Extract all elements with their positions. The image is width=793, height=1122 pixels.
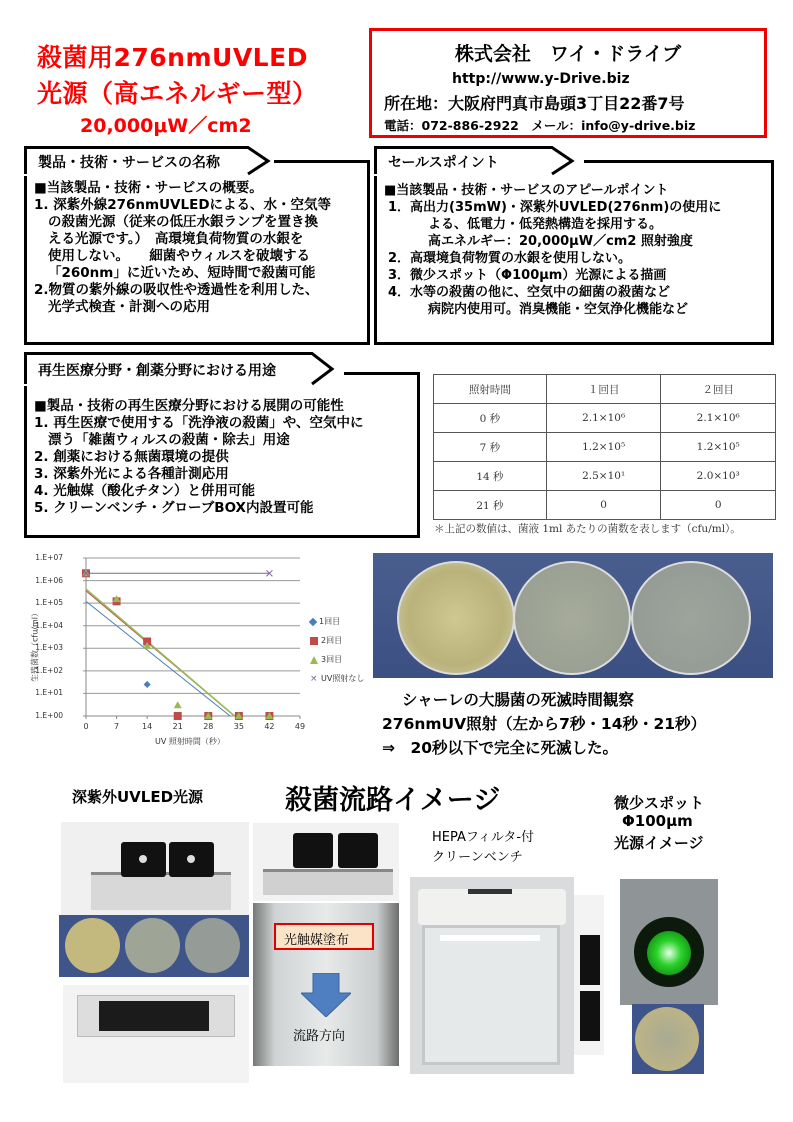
triangle-marker-icon <box>310 656 318 664</box>
chart-x-label: UV 照射時間（秒） <box>155 737 225 746</box>
overview-tab-label: 製品・技術・サービスの名称 <box>38 155 220 171</box>
chart-y-label: 生残菌数（cfu/ml） <box>30 609 40 682</box>
fan-unit-photo <box>574 895 604 1055</box>
flow-module-photo <box>253 823 399 901</box>
spot-label-3: 光源イメージ <box>614 834 704 852</box>
overview-line: ■当該製品・技術・サービスの概要。 <box>34 180 263 196</box>
flow-direction-label: 流路方向 <box>293 1029 346 1044</box>
y-tick-label: 1.E+04 <box>35 620 63 630</box>
table-header-cell: １回目 <box>546 375 661 404</box>
overview-line: 1. 深紫外線276nmUVLEDによる、水・空気等 <box>34 197 332 213</box>
sales-tab-header <box>374 146 584 176</box>
title-line-2: 光源（高エネルギー型） <box>37 79 318 108</box>
company-name: 株式会社 ワイ・ドライブ <box>454 43 682 65</box>
overview-line: 2.物質の紫外線の吸収性や透過性を利用した、 <box>34 282 319 298</box>
y-tick-label: 1.E+05 <box>35 598 63 608</box>
overview-line: 「260nm」に近いため、短時間で殺菌可能 <box>48 265 316 281</box>
dish-caption-1: シャーレの大腸菌の死滅時間観察 <box>402 691 634 709</box>
led-source-label: 深紫外UVLED光源 <box>72 788 204 806</box>
sales-line: 病院内使用可。消臭機能・空気浄化機能など <box>428 302 689 317</box>
overview-tab-header <box>24 146 274 176</box>
table-cell: 2.5×10¹ <box>546 462 661 491</box>
square-marker-icon <box>310 637 318 645</box>
medical-tab-label: 再生医療分野・創薬分野における用途 <box>38 363 276 379</box>
x-marker-icon: × <box>310 673 318 684</box>
table-cell: 2.1×10⁶ <box>661 404 776 433</box>
petri-dish-photo <box>373 553 773 678</box>
table-cell: 2.0×10³ <box>661 462 776 491</box>
overview-line: える光源です。） 高環境負荷物質の水銀を <box>48 231 304 247</box>
overview-body <box>34 180 331 316</box>
hepa-label-2: クリーンベンチ <box>432 850 523 865</box>
x-tick-label: 28 <box>203 722 214 731</box>
legend-label: 1回目 <box>319 617 341 626</box>
table-cell: 7 秒 <box>434 433 547 462</box>
chart-legend <box>310 612 364 688</box>
medical-line: 1. 再生医療で使用する「洗浄液の殺菌」や、空気中に <box>34 415 364 431</box>
clean-bench-photo <box>410 877 574 1074</box>
x-tick-label: 42 <box>264 722 275 731</box>
small-dish-photo <box>59 915 249 977</box>
table-row <box>434 404 776 433</box>
title-line-1: 殺菌用276nmUVLED <box>37 43 308 72</box>
y-tick-label: 1.E+02 <box>35 665 63 675</box>
bacteria-count-table <box>433 374 776 520</box>
medical-line: ■製品・技術の再生医療分野における展開の可能性 <box>34 398 344 414</box>
x-tick-label: 0 <box>83 722 89 731</box>
hepa-label-1: HEPAフィルタ-付 <box>432 830 535 845</box>
flow-direction-arrow-icon <box>301 973 351 1017</box>
spot-dish-photo <box>632 1004 704 1074</box>
company-info-box <box>369 28 767 138</box>
survival-chart <box>25 548 365 748</box>
photocatalyst-callout <box>274 923 374 950</box>
table-cell: 0 秒 <box>434 404 547 433</box>
x-tick-label: 21 <box>172 722 183 731</box>
spot-light-photo <box>620 879 718 1005</box>
overview-line: の殺菌光源（従来の低圧水銀ランプを置き換 <box>48 214 318 230</box>
table-cell: 0 <box>546 491 661 520</box>
photocatalyst-label: 光触媒塗布 <box>284 933 350 948</box>
table-header-row <box>434 375 776 404</box>
table-header-cell: ２回目 <box>661 375 776 404</box>
flow-title: 殺菌流路イメージ <box>285 785 501 816</box>
medical-line: 3. 深紫外光による各種計測応用 <box>34 466 229 482</box>
sales-line: 2．高環境負荷物質の水銀を使用しない。 <box>388 251 632 266</box>
sales-tab-label: セールスポイント <box>388 155 499 171</box>
spot-label-2: Φ100μm <box>622 812 693 830</box>
dish-21s-image <box>631 561 751 675</box>
dish-caption-2: 276nmUV照射（左から7秒・14秒・21秒） <box>382 715 707 733</box>
company-address: 所在地：大阪府門真市島頭3丁目22番7号 <box>384 94 685 113</box>
y-tick-label: 1.E+00 <box>35 711 63 720</box>
y-tick-label: 1.E+01 <box>35 688 63 698</box>
legend-label: 3回目 <box>321 655 343 664</box>
legend-label: 2回目 <box>321 636 343 645</box>
sales-line: よる、低電力・低発熱構造を採用する。 <box>428 217 663 232</box>
overview-line: 光学式検査・計測への応用 <box>48 299 210 315</box>
x-tick-label: 7 <box>114 722 120 731</box>
company-contact: 電話：072-886-2922 メール：info@y-drive.biz <box>384 118 696 133</box>
diamond-marker-icon <box>309 617 317 625</box>
medical-line: 5. クリーンベンチ・グローブBOX内設置可能 <box>34 500 314 516</box>
flow-channel-photo <box>253 903 399 1066</box>
table-row <box>434 433 776 462</box>
overview-line: 使用しない。 細菌やウィルスを破壊する <box>48 248 311 264</box>
legend-item <box>310 650 364 669</box>
medical-line: 2. 創薬における無菌環境の提供 <box>34 449 229 465</box>
company-url[interactable]: http://www.y-Drive.biz <box>452 71 630 87</box>
x-tick-label: 49 <box>294 722 306 731</box>
y-tick-label: 1.E+03 <box>35 643 63 653</box>
medical-line: 4. 光触媒（酸化チタン）と併用可能 <box>34 483 256 499</box>
legend-label: UV照射なし <box>321 674 365 683</box>
table-row <box>434 462 776 491</box>
uvled-module-photo <box>61 822 249 916</box>
sales-body <box>384 182 721 318</box>
legend-item <box>310 631 364 650</box>
sales-line: ■当該製品・技術・サービスのアピールポイント <box>384 183 669 198</box>
medical-tab-header <box>24 352 344 386</box>
y-tick-label: 1.E+07 <box>35 553 63 562</box>
sales-line: 4．水等の殺菌の他に、空気中の細菌の殺菌など <box>388 285 671 300</box>
dish-14s-image <box>513 561 631 675</box>
table-cell: 1.2×10⁵ <box>661 433 776 462</box>
table-cell: 2.1×10⁶ <box>546 404 661 433</box>
table-cell: 14 秒 <box>434 462 547 491</box>
dish-7s-image <box>397 561 515 675</box>
sales-line: 1．高出力(35mW)・深紫外UVLED(276nm)の使用に <box>388 200 722 215</box>
x-tick-label: 14 <box>142 722 153 731</box>
sales-line: 3．微少スポット（Φ100μm）光源による描画 <box>388 268 667 283</box>
led-array-photo <box>63 985 249 1083</box>
medical-line: 漂う「雑菌ウィルスの殺菌・除去」用途 <box>48 432 290 448</box>
dish-caption-3: ⇒ 20秒以下で完全に死滅した。 <box>382 739 619 757</box>
sales-line: 高エネルギー：20,000μW／cm2 照射強度 <box>428 234 693 249</box>
table-note: ＊上記の数値は、菌液 1ml あたりの菌数を表します（cfu/ml）。 <box>434 523 741 535</box>
spot-label-1: 微少スポット <box>614 794 705 812</box>
title-line-3: 20,000μW／cm2 <box>80 115 252 137</box>
y-tick-label: 1.E+06 <box>35 575 63 585</box>
medical-body <box>34 398 363 517</box>
x-tick-label: 35 <box>233 722 244 731</box>
table-header-cell: 照射時間 <box>434 375 547 404</box>
legend-item <box>310 612 364 631</box>
table-cell: 21 秒 <box>434 491 547 520</box>
table-row <box>434 491 776 520</box>
table-cell: 1.2×10⁵ <box>546 433 661 462</box>
table-cell: 0 <box>661 491 776 520</box>
legend-item <box>310 669 364 688</box>
